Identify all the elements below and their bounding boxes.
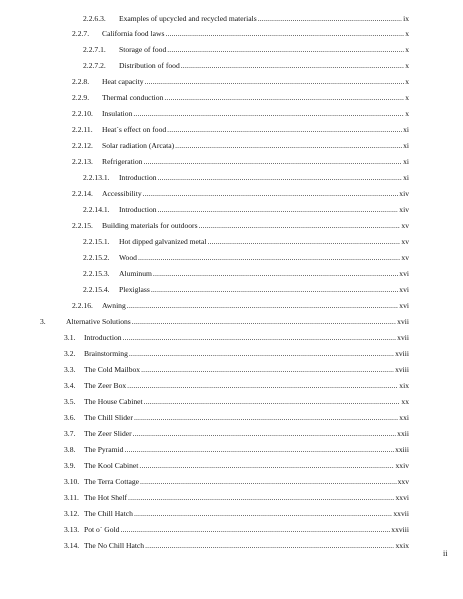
toc-entry-page: xiv — [399, 189, 409, 199]
dot-leader — [143, 157, 402, 167]
toc-entry[interactable] — [64, 445, 409, 455]
dot-leader — [175, 141, 402, 151]
toc-entry-title: The Zeer Box — [84, 380, 127, 390]
toc-entry-title: The Hot Shelf — [84, 492, 128, 502]
toc-entry-number: 3.1. — [64, 332, 76, 342]
toc-entry-number: 2.2.13. — [72, 157, 93, 167]
toc-entry-title: Alternative Solutions — [66, 316, 131, 326]
toc-entry[interactable] — [64, 333, 409, 343]
toc-entry-number: 3.11. — [64, 492, 79, 502]
toc-entry[interactable] — [72, 77, 409, 87]
toc-entry-page: xx — [401, 396, 409, 406]
toc-entry[interactable] — [83, 14, 409, 24]
toc-entry[interactable] — [83, 173, 409, 183]
toc-entry-number: 2.2.8. — [72, 77, 90, 87]
toc-entry-title: Solar radiation (Arcata) — [102, 141, 175, 151]
toc-entry[interactable] — [64, 397, 409, 407]
toc-entry-page: x — [405, 29, 409, 39]
toc-entry-page: xxiii — [395, 444, 409, 454]
toc-entry-title: Introduction — [119, 173, 157, 183]
toc-entry[interactable] — [64, 365, 409, 375]
toc-entry-title: The No Chill Hatch — [84, 540, 145, 550]
toc-entry[interactable] — [72, 221, 409, 231]
toc-entry-number: 3.13. — [64, 524, 80, 534]
toc-entry-title: Examples of upcycled and recycled materials — [119, 13, 257, 23]
toc-entry-title: Awning — [102, 300, 126, 310]
toc-entry-number: 2.2.11. — [72, 125, 93, 135]
dot-leader — [133, 429, 397, 439]
toc-entry-page: xvi — [399, 269, 409, 279]
toc-entry-number: 2.2.15. — [72, 221, 93, 231]
dot-leader — [151, 285, 398, 295]
toc-entry[interactable] — [64, 477, 409, 487]
toc-entry-page: xxviii — [391, 524, 409, 534]
dot-leader — [145, 77, 405, 87]
toc-entry-title: Heat capacity — [102, 77, 144, 87]
toc-entry-page: xix — [399, 380, 409, 390]
toc-entry-title: Insulation — [102, 109, 133, 119]
toc-entry-page: ix — [403, 13, 409, 23]
toc-entry-title: Introduction — [119, 205, 157, 215]
toc-entry[interactable] — [72, 29, 409, 39]
toc-entry[interactable] — [64, 509, 409, 519]
toc-entry-number: 2.2.15.2. — [83, 253, 110, 263]
toc-entry-number: 2.2.10. — [72, 109, 93, 119]
toc-entry-title: Building materials for outdoors — [102, 221, 198, 231]
toc-entry-number: 2.2.12. — [72, 141, 93, 151]
toc-entry-title: Pot o` Gold — [84, 524, 120, 534]
toc-entry-title: The Terra Cottage — [84, 476, 139, 486]
dot-leader — [124, 445, 394, 455]
toc-entry-number: 3.8. — [64, 444, 76, 454]
toc-entry-number: 3.10. — [64, 476, 80, 486]
toc-entry-title: Thermal conduction — [102, 93, 164, 103]
dot-leader — [158, 205, 399, 215]
toc-entry-title: The House Cabinet — [84, 396, 143, 406]
toc-entry-page: xiv — [399, 205, 409, 215]
toc-entry-page: xvii — [397, 316, 409, 326]
toc-entry[interactable] — [72, 93, 409, 103]
toc-entry-page: xvi — [399, 284, 409, 294]
toc-entry-title: Heat`s effect on food — [102, 125, 167, 135]
toc-entry-number: 2.2.14. — [72, 189, 93, 199]
toc-entry-page: xvii — [397, 332, 409, 342]
toc-entry[interactable] — [72, 141, 409, 151]
toc-entry-page: xviii — [395, 364, 409, 374]
dot-leader — [127, 301, 399, 311]
toc-entry-number: 3.3. — [64, 364, 76, 374]
toc-entry-number: 3.4. — [64, 380, 76, 390]
toc-entry-title: Distribution of food — [119, 61, 180, 71]
toc-entry-number: 2.2.6.3. — [83, 13, 106, 23]
toc-entry-title: Introduction — [84, 332, 122, 342]
dot-leader — [165, 29, 404, 39]
dot-leader — [143, 189, 399, 199]
dot-leader — [181, 61, 404, 71]
toc-entry[interactable] — [64, 413, 409, 423]
toc-entry-number: 3. — [40, 316, 46, 326]
toc-entry-title: The Kool Cabinet — [84, 460, 139, 470]
dot-leader — [127, 381, 398, 391]
toc-entry-number: 3.2. — [64, 348, 76, 358]
toc-entry[interactable] — [64, 493, 409, 503]
toc-entry-number: 2.2.15.4. — [83, 284, 110, 294]
toc-entry[interactable] — [64, 381, 409, 391]
toc-entry[interactable] — [72, 109, 409, 119]
toc-entry[interactable] — [83, 205, 409, 215]
dot-leader — [199, 221, 401, 231]
toc-entry-number: 2.2.9. — [72, 93, 90, 103]
dot-leader — [134, 509, 392, 519]
dot-leader — [158, 173, 403, 183]
toc-entry[interactable] — [83, 237, 409, 247]
toc-entry-number: 2.2.15.3. — [83, 269, 110, 279]
page-number: ii — [443, 549, 448, 558]
toc-entry-page: xi — [403, 157, 409, 167]
toc-entry-number: 2.2.14.1. — [83, 205, 110, 215]
toc-entry-number: 2.2.16. — [72, 300, 93, 310]
toc-entry[interactable] — [83, 253, 409, 263]
toc-entry-page: xxii — [397, 428, 409, 438]
toc-entry-page: x — [405, 61, 409, 71]
toc-entry-page: xxix — [395, 540, 409, 550]
dot-leader — [144, 397, 401, 407]
toc-entry-page: xxiv — [395, 460, 409, 470]
toc-entry-number: 3.6. — [64, 412, 76, 422]
toc-entry-page: xviii — [395, 348, 409, 358]
dot-leader — [134, 413, 398, 423]
dot-leader — [145, 541, 394, 551]
dot-leader — [167, 125, 402, 135]
toc-entry-number: 3.5. — [64, 396, 76, 406]
toc-entry-title: Accessibility — [102, 189, 142, 199]
toc-entry-title: The Chill Hatch — [84, 508, 133, 518]
toc-entry-page: xi — [403, 125, 409, 135]
dot-leader — [140, 477, 397, 487]
dot-leader — [132, 317, 396, 327]
toc-entry-title: The Cold Mailbox — [84, 364, 141, 374]
toc-entry[interactable] — [83, 269, 409, 279]
toc-entry-page: xv — [401, 237, 409, 247]
toc-entry-title: Wood — [119, 253, 137, 263]
toc-entry[interactable] — [72, 125, 409, 135]
toc-entry[interactable] — [83, 61, 409, 71]
toc-entry-number: 3.12. — [64, 508, 80, 518]
dot-leader — [208, 237, 401, 247]
toc-entry-title: California food laws — [102, 29, 165, 39]
toc-entry-title: Brainstorming — [84, 348, 128, 358]
toc-entry-number: 2.2.7.1. — [83, 45, 106, 55]
toc-entry-number: 3.14. — [64, 540, 80, 550]
dot-leader — [258, 14, 402, 24]
toc-entry[interactable] — [72, 301, 409, 311]
toc-entry-page: xi — [403, 141, 409, 151]
toc-entry[interactable] — [64, 461, 409, 471]
toc-entry-number: 3.9. — [64, 460, 76, 470]
toc-entry-title: Hot dipped galvanized metal — [119, 237, 207, 247]
dot-leader — [153, 269, 398, 279]
dot-leader — [133, 109, 404, 119]
toc-entry-title: Plexiglass — [119, 284, 150, 294]
toc-entry-number: 3.7. — [64, 428, 76, 438]
toc-entry-title: Refrigeration — [102, 157, 143, 167]
toc-entry-page: x — [405, 109, 409, 119]
toc-entry-page: xxi — [399, 412, 409, 422]
toc-entry-page: xvi — [399, 300, 409, 310]
toc-entry-page: x — [405, 93, 409, 103]
toc-entry-title: The Chill Slider — [84, 412, 133, 422]
toc-entry-number: 2.2.15.1. — [83, 237, 110, 247]
toc-entry-number: 2.2.7.2. — [83, 61, 106, 71]
toc-entry-page: x — [405, 45, 409, 55]
toc-entry-page: xxvii — [393, 508, 409, 518]
toc-entry-page: xv — [401, 253, 409, 263]
toc-entry-title: Aluminum — [119, 269, 152, 279]
toc-entry-title: The Zeer Slider — [84, 428, 132, 438]
dot-leader — [123, 333, 397, 343]
dot-leader — [139, 461, 394, 471]
toc-entry[interactable] — [72, 189, 409, 199]
dot-leader — [129, 349, 394, 359]
toc-entry-title: The Pyramid — [84, 444, 124, 454]
toc-entry-page: xxvi — [395, 492, 409, 502]
toc-entry-number: 2.2.7. — [72, 29, 90, 39]
dot-leader — [120, 525, 390, 535]
toc-entry-page: xv — [401, 221, 409, 231]
dot-leader — [138, 253, 400, 263]
dot-leader — [164, 93, 404, 103]
toc-entry-number: 2.2.13.1. — [83, 173, 110, 183]
toc-entry-page: x — [405, 77, 409, 87]
toc-entry-page: xxv — [397, 476, 409, 486]
toc-entry[interactable] — [72, 157, 409, 167]
toc-entry[interactable] — [64, 541, 409, 551]
toc-entry-title: Storage of food — [119, 45, 167, 55]
toc-entry[interactable] — [83, 45, 409, 55]
toc-entry[interactable] — [64, 349, 409, 359]
toc-entry[interactable] — [64, 525, 409, 535]
dot-leader — [141, 365, 394, 375]
toc-entry[interactable] — [64, 429, 409, 439]
toc-entry[interactable] — [40, 317, 409, 327]
dot-leader — [167, 45, 404, 55]
dot-leader — [128, 493, 394, 503]
toc-entry[interactable] — [83, 285, 409, 295]
toc-entry-page: xi — [403, 173, 409, 183]
